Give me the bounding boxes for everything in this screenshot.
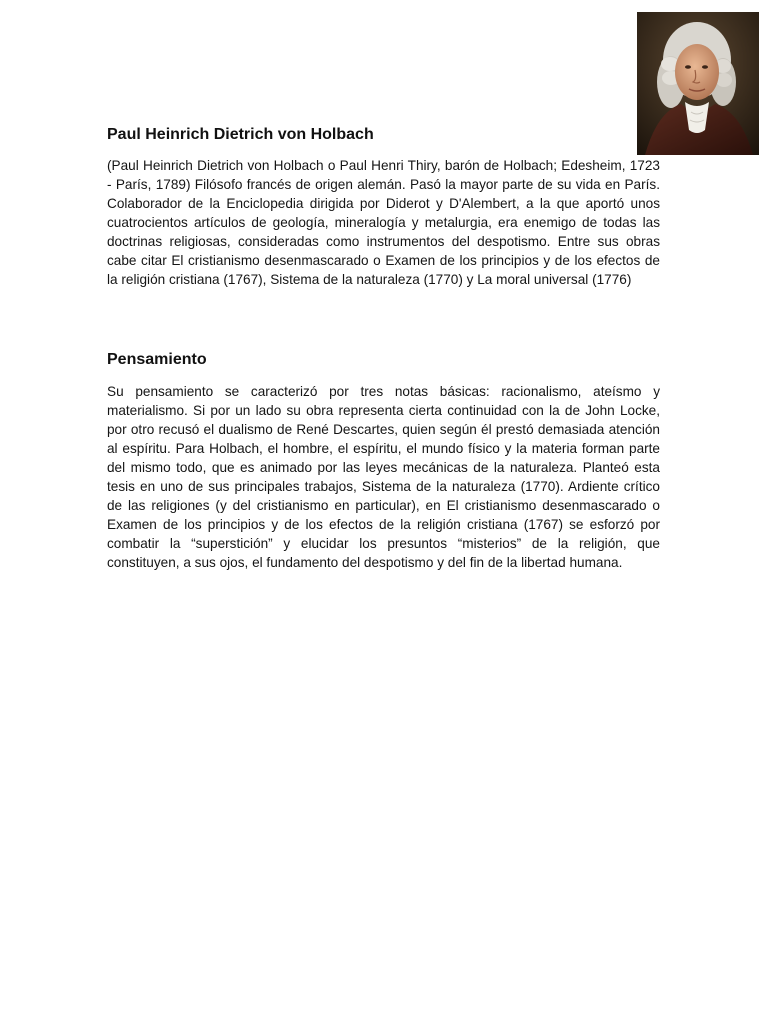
- biography-paragraph: (Paul Heinrich Dietrich von Holbach o Paul Henri Thiry, barón de Holbach; Edesheim, 1723 - París, 1789) Filósofo francés de origen alemán. Pasó la mayor parte de su vida en París. Colaborador de la Enciclopedia dirigida por Diderot y D'Alembert, a la que aportó unos cuatrocientos artículos de geología, mineralogía y metalurgia, era enemigo de todas las doctrinas religiosas, consideradas como instrumentos del despotismo. Entre sus obras cabe citar El cristianismo desenmascarado o Examen de los principios y de los efectos de la religión cristiana (1767), Sistema de la naturaleza (1770) y La moral universal (1776): [107, 158, 660, 287]
- section-heading: Pensamiento: [107, 351, 207, 368]
- section-paragraph: Su pensamiento se caracterizó por tres notas básicas: racionalismo, ateísmo y materialismo. Si por un lado su obra representa cierta continuidad con la de John Locke, por otro recusó el dualismo de René Descartes, quien según él prestó demasiada atención al espíritu. Para Holbach, el hombre, el espíritu, el mundo físico y la materia forman parte del mismo todo, que es animado por las leyes mecánicas de la naturaleza. Planteó esta tesis en uno de sus principales trabajos, Sistema de la naturaleza (1770). Ardiente crítico de las religiones (y del cristianismo en particular), en El cristianismo desenmascarado o Examen de los principios y de los efectos de la religión cristiana (1767) se esforzó por combatir la “superstición” y elucidar los presuntos “misterios” de la religión, que constituyen, a sus ojos, el fundamento del despotismo y del fin de la libertad humana.: [107, 384, 660, 570]
- page-title: Paul Heinrich Dietrich von Holbach: [107, 126, 374, 143]
- portrait-image: [637, 12, 759, 155]
- portrait-illustration: [637, 12, 759, 155]
